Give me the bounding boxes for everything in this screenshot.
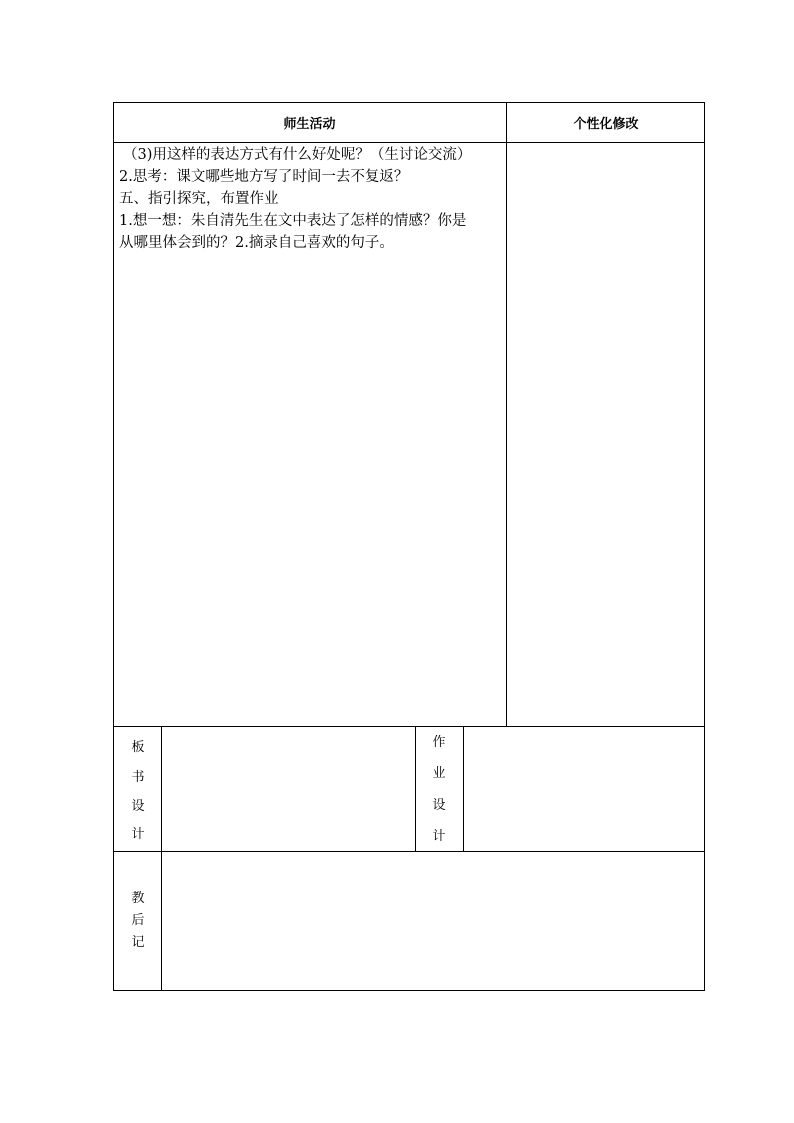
header-column-divider	[506, 102, 507, 727]
board-design-char: 计	[131, 827, 145, 842]
homework-design-char: 计	[432, 829, 446, 844]
board-design-char: 设	[131, 799, 145, 814]
homework-design-char: 设	[432, 798, 446, 813]
activity-line: 五、指引探究，布置作业	[119, 191, 279, 207]
activity-line: 1.想一想：朱自清先生在文中表达了怎样的情感？你是	[119, 213, 467, 229]
post-teaching-char: 后	[131, 913, 145, 928]
activity-line: 2.思考：课文哪些地方写了时间一去不复返？	[119, 169, 409, 185]
header-personalized-revision: 个性化修改	[573, 117, 639, 132]
header-bottom-rule	[113, 142, 705, 143]
homework-design-char: 业	[432, 766, 446, 781]
activity-bottom-rule	[113, 726, 705, 727]
homework-label-right-divider	[463, 726, 464, 852]
board-design-char: 书	[131, 770, 145, 785]
board-design-char: 板	[131, 740, 145, 755]
activity-content	[119, 144, 503, 254]
design-bottom-rule	[113, 851, 705, 852]
header-teacher-student-activity: 师生活动	[283, 117, 336, 132]
post-teaching-char: 教	[131, 891, 145, 906]
label-column-divider	[161, 726, 162, 991]
homework-label-left-divider	[415, 726, 416, 852]
post-teaching-char: 记	[131, 935, 145, 950]
homework-design-char: 作	[432, 735, 446, 750]
activity-line: （3)用这样的表达方式有什么好处呢？（生讨论交流）	[123, 147, 472, 163]
activity-line: 从哪里体会到的？2.摘录自己喜欢的句子。	[119, 235, 394, 251]
